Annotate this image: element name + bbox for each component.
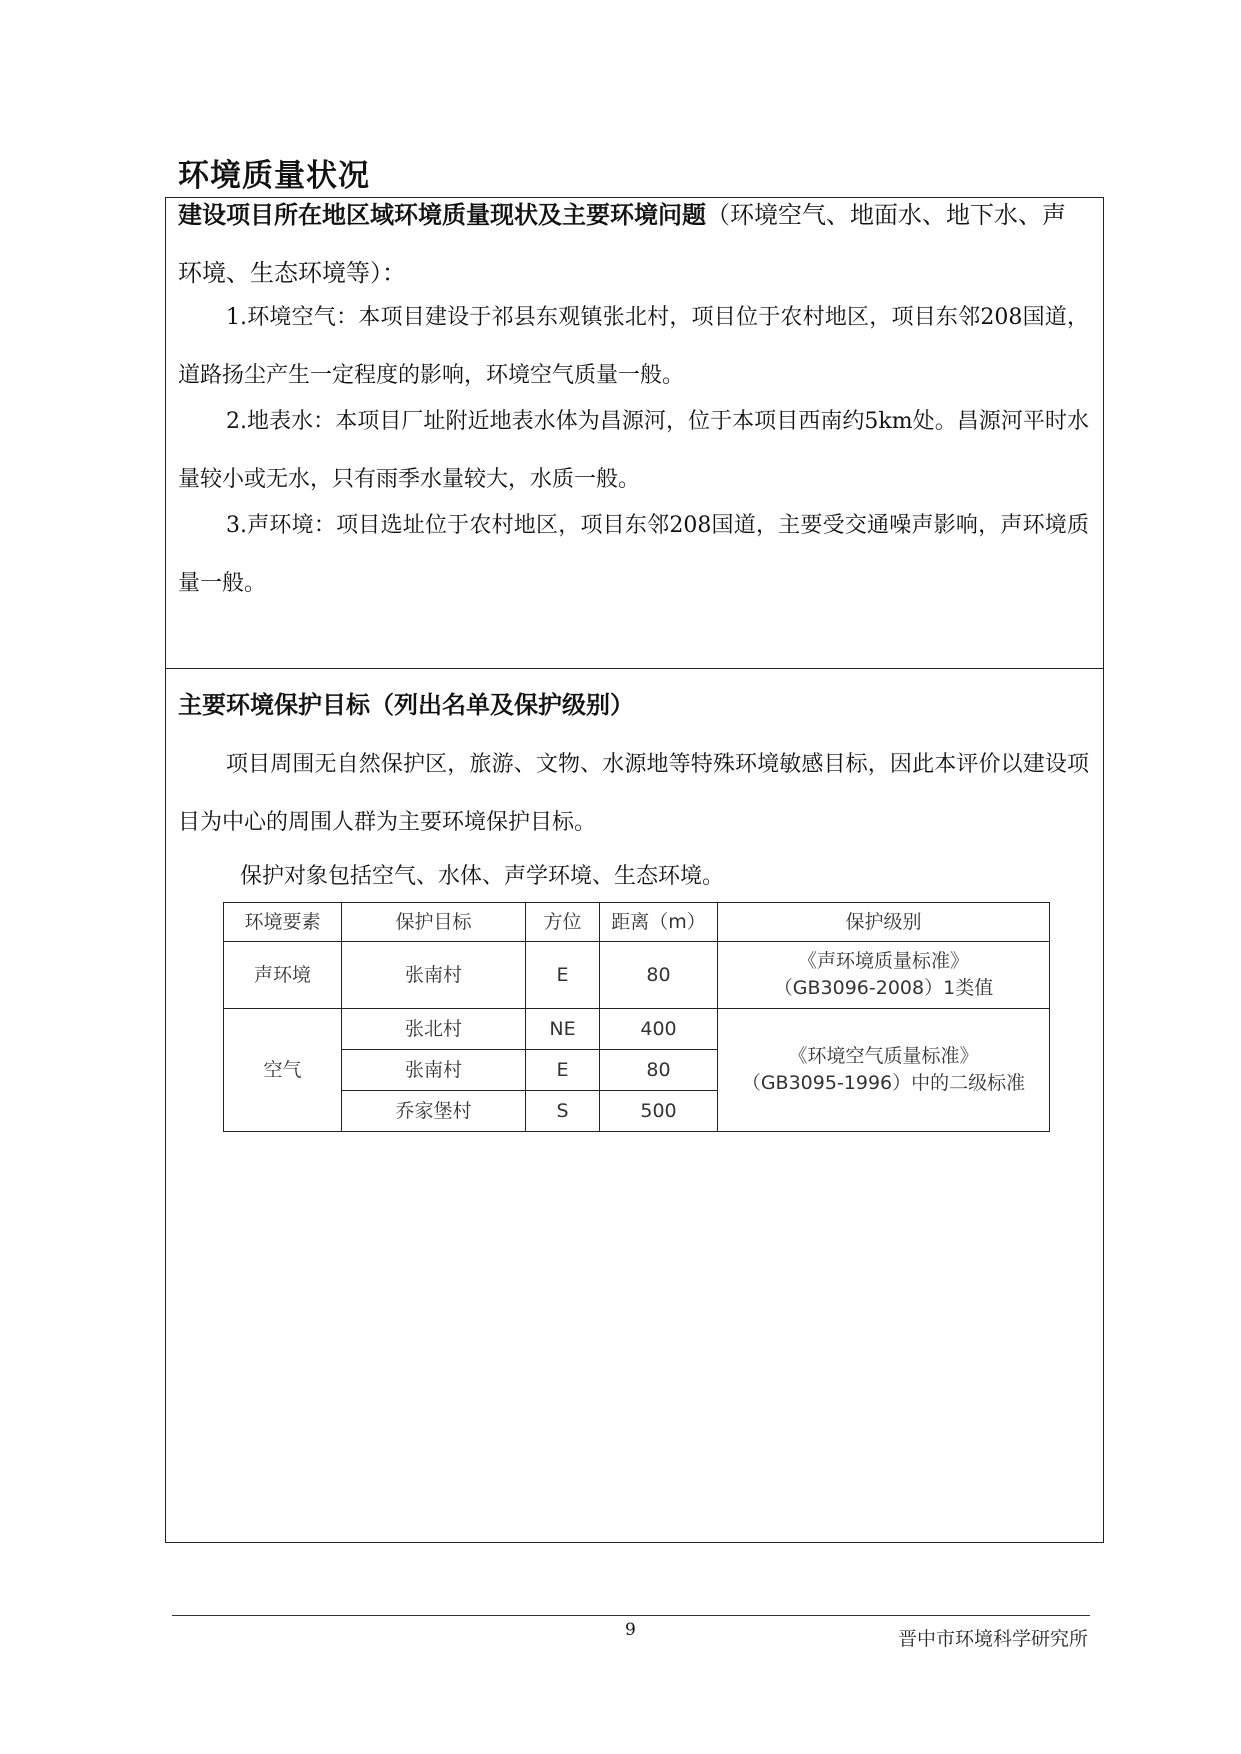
cell-target: 张南村 xyxy=(342,1050,526,1091)
cell-target: 乔家堡村 xyxy=(342,1091,526,1132)
table-row xyxy=(224,942,1050,1009)
level-air-line2: （GB3095-1996）中的二级标准 xyxy=(741,1072,1026,1094)
section2-heading-bold: 主要环境保护目标（列出名单及保护级别） xyxy=(178,691,634,719)
header-level: 保护级别 xyxy=(718,903,1050,942)
cell-distance: 500 xyxy=(600,1091,718,1132)
paragraph-protection-targets: 项目周围无自然保护区，旅游、文物、水源地等特殊环境敏感目标，因此本评价以建设项目为中心的周围人群为主要环境保护目标。 xyxy=(178,752,1089,835)
header-direction: 方位 xyxy=(526,903,600,942)
section-divider xyxy=(166,668,1103,669)
cell-direction: S xyxy=(526,1091,600,1132)
header-target: 保护目标 xyxy=(342,903,526,942)
section1-heading xyxy=(178,186,1089,302)
paragraph-acoustic: 3.声环境：项目选址位于农村地区，项目东邻208国道，主要受交通噪声影响，声环境质量一般。 xyxy=(178,513,1089,596)
cell-level-air xyxy=(718,1009,1050,1132)
protection-objects-note: 保护对象包括空气、水体、声学环境、生态环境。 xyxy=(240,864,725,889)
paragraph-air: 1.环境空气：本项目建设于祁县东观镇张北村，项目位于农村地区，项目东邻208国道，道路扬尘产生一定程度的影响，环境空气质量一般。 xyxy=(178,305,1089,388)
cell-element-noise: 声环境 xyxy=(224,942,342,1009)
level-noise-line2: （GB3096-2008）1类值 xyxy=(773,977,994,999)
cell-target: 张北村 xyxy=(342,1009,526,1050)
cell-level-noise xyxy=(718,942,1050,1009)
footer-institute: 晋中市环境科学研究所 xyxy=(897,1628,1088,1650)
header-element: 环境要素 xyxy=(224,903,342,942)
cell-element-air: 空气 xyxy=(224,1009,342,1132)
page-title: 环境质量状况 xyxy=(178,158,370,194)
paragraph-surface-water: 2.地表水：本项目厂址附近地表水体为昌源河，位于本项目西南约5km处。昌源河平时水量较小或无水，只有雨季水量较大，水质一般。 xyxy=(178,409,1089,492)
level-air-line1: 《环境空气质量标准》 xyxy=(788,1045,979,1067)
cell-direction: E xyxy=(526,942,600,1009)
header-distance: 距离（m） xyxy=(600,903,718,942)
protection-targets-table xyxy=(223,902,1050,1132)
cell-distance: 400 xyxy=(600,1009,718,1050)
section2-heading xyxy=(178,676,1089,734)
level-noise-line1: 《声环境质量标准》 xyxy=(797,950,969,972)
cell-target: 张南村 xyxy=(342,942,526,1009)
cell-direction: E xyxy=(526,1050,600,1091)
content-frame xyxy=(165,197,1104,1543)
section1-heading-rest: （环境空气、地面水、地下水、声环境、生态环境等）： xyxy=(178,201,1066,287)
page-number: 9 xyxy=(625,1620,636,1640)
section1-heading-bold: 建设项目所在地区域环境质量现状及主要环境问题 xyxy=(178,201,706,229)
table-row xyxy=(224,1009,1050,1050)
table-header-row xyxy=(224,903,1050,942)
footer-rule xyxy=(172,1615,1090,1616)
cell-distance: 80 xyxy=(600,1050,718,1091)
cell-distance: 80 xyxy=(600,942,718,1009)
cell-direction: NE xyxy=(526,1009,600,1050)
